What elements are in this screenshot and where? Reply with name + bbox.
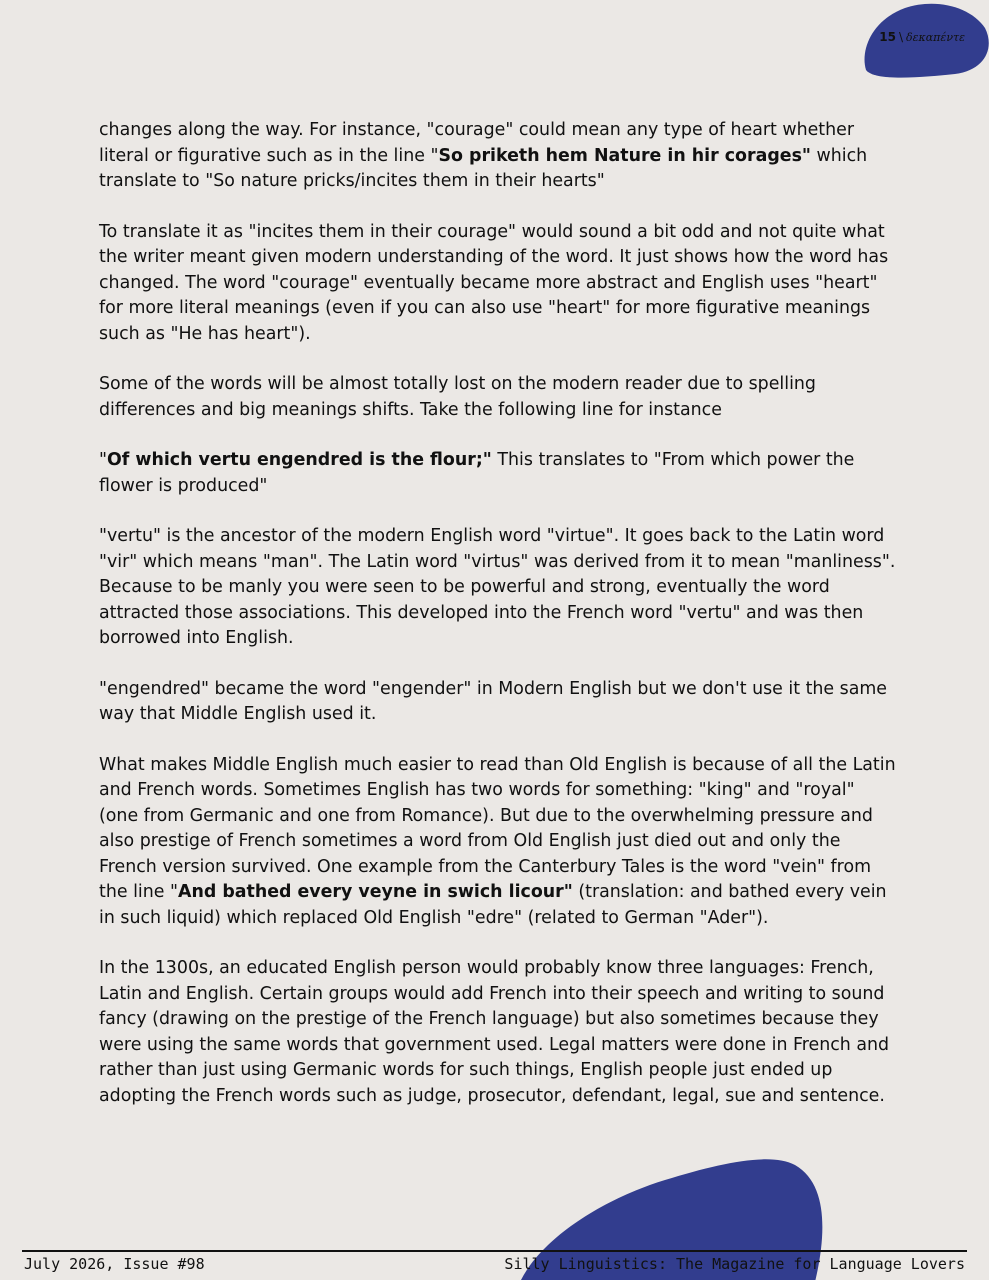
- quoted-line: So priketh hem Nature in hir corages": [438, 145, 811, 166]
- paragraph: [99, 220, 899, 348]
- page-number-separator: \: [898, 30, 904, 44]
- top-blob-shape: [0, 0, 989, 90]
- paragraph-text: ": [99, 450, 107, 470]
- paragraph-text: To translate it as "incites them in their courage" would sound a bit odd and not quite what the writer meant given modern understanding of the word. It just shows how the word has changed. The word "courage" eventually became more abstract and English uses "heart" for more literal meanings (even if you can also use "heart" for more figurative meanings such as "He has heart").: [99, 221, 889, 344]
- quoted-line: And bathed every veyne in swich licour": [177, 882, 573, 902]
- paragraph-text: "engendred" became the word "engender" in Modern English but we don't use it the same way that Middle English used it.: [99, 678, 887, 724]
- paragraph-text: In the 1300s, an educated English person would probably know three languages: French, Latin and English. Certain groups would add French into their speech and writing to sound fancy (drawing on the prestige of the French language) but also sometimes because they were using the same words that government used. Legal matters were done in French and rather than just using Germanic words for such things, English people just ended up adopting the French words such as judge, prosecutor, defendant, legal, sue and sentence.: [99, 958, 890, 1106]
- page-number-digit: 15: [879, 30, 896, 44]
- paragraph: [99, 677, 899, 728]
- paragraph-text: which translate to "So nature pricks/incites them in their hearts": [99, 145, 868, 191]
- footer-divider: [22, 1250, 967, 1252]
- footer-issue-date: July 2026, Issue #98: [24, 1255, 205, 1273]
- footer-magazine-title: Silly Linguistics: The Magazine for Language Lovers: [504, 1255, 965, 1273]
- paragraph-text: (translation: and bathed every vein in such liquid) which replaced Old English "edre" (related to German "Ader").: [99, 882, 887, 928]
- paragraph-text: changes along the way. For instance, "courage" could mean any type of heart whether literal or figurative such as in the line ": [99, 120, 854, 166]
- page-number-word: δεκαπέντε: [906, 31, 965, 44]
- paragraph-text: Some of the words will be almost totally lost on the modern reader due to spelling differences and big meanings shifts. Take the following line for instance: [99, 374, 816, 420]
- paragraph: [99, 372, 899, 423]
- paragraph: [99, 448, 899, 499]
- article-body: [99, 118, 899, 1134]
- paragraph: [99, 118, 899, 195]
- paragraph: [99, 524, 899, 652]
- page-number: [879, 30, 965, 44]
- quoted-line: Of which vertu engendred is the flour;": [107, 450, 492, 470]
- paragraph-text: This translates to "From which power the flower is produced": [99, 450, 855, 496]
- paragraph: [99, 753, 899, 932]
- paragraph-text: What makes Middle English much easier to read than Old English is because of all the Latin and French words. Sometimes English has two words for something: "king" and "royal" (one from Germanic and one from Romance). But due to the overwhelming pressure and also prestige of French sometimes a word from Old English just died out and only the French version survived. One example from the Canterbury Tales is the word "vein" from the line ": [99, 754, 896, 902]
- paragraph-text: "vertu" is the ancestor of the modern English word "virtue". It goes back to the Latin word "vir" which means "man". The Latin word "virtus" was derived from it to mean "manliness". Because to be manly you were seen to be powerful and strong, eventually the word attracted those associations. This developed into the French word "vertu" and was then borrowed into English.: [99, 526, 896, 648]
- paragraph: [99, 956, 899, 1109]
